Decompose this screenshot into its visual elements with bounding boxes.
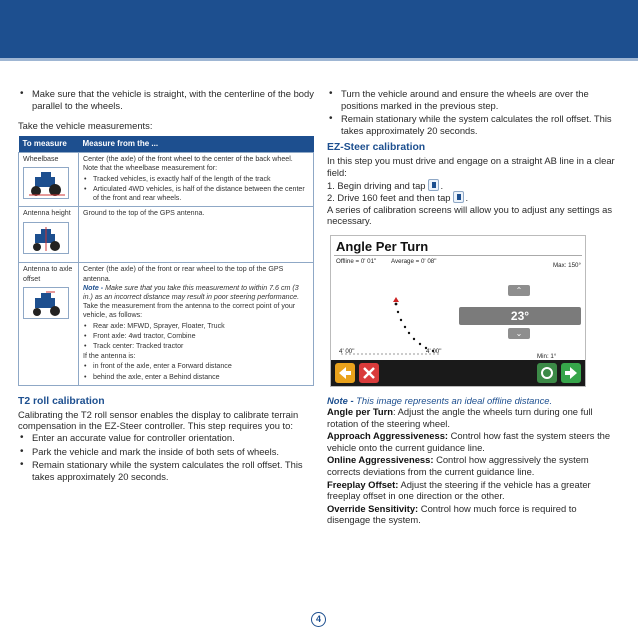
next-arrow-icon[interactable] [561,363,581,383]
setting-angle-per-turn: Angle per Turn: Adjust the angle the wheels turn during one full rotation of the steering wheel. [327,405,593,429]
back-arrow-icon[interactable] [335,363,355,383]
screen-title: Angle Per Turn [336,238,429,254]
row-text: Ground to the top of the GPS antenna. [83,209,205,218]
ez-heading: EZ-Steer calibration [327,142,426,154]
t2-bullet: • Remain stationary while the system calculates the roll offset. This takes approximately 20 seconds. [18,459,314,482]
measurement-table [18,136,314,386]
row-bullet: • Tracked vehicles, is exactly half of the length of the track [83,175,309,184]
row-bullet: • Articulated 4WD vehicles, is half of the distance between the center of the front and rear wheels. [83,185,309,203]
tractor-antenna-height-icon [23,222,69,254]
intro-bullets [18,88,314,111]
t2-heading: T2 roll calibration [18,395,105,407]
row-bullet: • Front axle: 4wd tractor, Combine [83,332,309,341]
note-text: Make sure that you take this measurement to within 7.6 cm (3 in.) as an incorrect distance may result in poor steering performance. [83,283,300,301]
setting-online-aggressiveness: Online Aggressiveness: Control how aggressively the system corrects deviations from the current guidance line. [327,454,589,477]
increase-button[interactable]: ⌃ [508,285,530,296]
cancel-icon[interactable] [359,363,379,383]
right-distance: 4' 00" [426,347,442,355]
page-number: 4 [311,612,326,627]
average-readout: Average = 0' 08" [391,257,437,265]
right-bullet: • Turn the vehicle around and ensure the wheels are over the positions marked in the previous step. [327,88,621,111]
refresh-icon[interactable] [537,363,557,383]
angle-value: 23° [459,307,581,325]
table-row-antenna-height [19,207,314,263]
setting-override-sensitivity: Override Sensitivity: Control how much force is required to disengage the system. [327,502,577,526]
row-label: Antenna to axle offset [23,265,73,283]
setting-approach-aggressiveness: Approach Aggressiveness: Control how fast the system steers the vehicle onto the current guidance line. [327,430,611,453]
t2-bullet: • Enter an accurate value for controller orientation. [18,432,314,444]
take-measurements-text: Take the vehicle measurements: [18,120,153,132]
row-bullet: • Rear axle: MFWD, Sprayer, Floater, Truck [83,322,309,331]
screen-toolbar [331,360,585,386]
min-readout: Min: 1° [537,352,557,360]
tractor-wheelbase-icon [23,167,69,199]
table-header-to-measure: To measure [19,136,79,153]
table-header-measure-from: Measure from the ... [79,136,314,153]
series-text: A series of calibration screens will allow you to adjust any settings as necessary. [327,203,613,227]
note-line: Note - This image represents an ideal offline distance. [327,394,553,406]
header-bar [0,0,638,58]
t2-bullet: • Park the vehicle and mark the inside of both sets of wheels. [18,446,314,458]
left-distance: 4' 00" [339,347,355,355]
engage-a-icon [428,179,439,191]
row-bullet: • behind the axle, enter a Behind distance [83,373,309,382]
offline-readout: Offline = 0' 01" [336,257,377,265]
header-stripe [0,58,638,61]
calibration-screen [330,235,586,387]
right-bullet: • Remain stationary while the system calculates the roll offset. This takes approximately 20 seconds. [327,113,621,136]
row-label: Wheelbase [23,155,59,164]
row-if-text: If the antenna is: [83,352,136,361]
decrease-button[interactable]: ⌄ [508,328,530,339]
tractor-offset-icon [23,287,69,319]
t2-text: Calibrating the T2 roll sensor enables the display to calibrate terrain compensation in the EZ-Steer controller. This step requires you to: [18,408,299,432]
max-readout: Max: 150° [553,261,581,269]
setting-freeplay-offset: Freeplay Offset: Adjust the steering if the vehicle has a greater freeplay offset in one direction or the other. [327,478,591,502]
left-column [18,88,314,484]
row-text-2: Take the measurement from the antenna to the correct point of your vehicle, as follows: [83,302,296,320]
ez-text: In this step you must drive and engage on a straight AB line in a clear field: [327,155,615,178]
row-label: Antenna height [23,209,71,218]
table-row-wheelbase [19,153,314,207]
right-column [327,88,621,527]
row-text: Center (the axle) of the front or rear wheel to the top of the GPS antenna. [83,265,284,283]
step-2: 2. Drive 160 feet and then tap . [327,192,469,204]
engage-b-icon [453,191,464,203]
row-text: Center (the axle) of the front wheel to the center of the back wheel. [83,155,293,164]
row-note: Note that the wheelbase measurement for: [83,164,218,173]
note-label: Note - [83,283,104,292]
step-1: 1. Begin driving and tap . [327,179,444,191]
intro-bullet: • Make sure that the vehicle is straight, with the centerline of the body parallel to the wheels. [18,88,314,111]
row-bullet: • Track center: Tracked tractor [83,342,309,351]
row-bullet: • in front of the axle, enter a Forward distance [83,362,309,371]
table-row-antenna-offset [19,263,314,385]
